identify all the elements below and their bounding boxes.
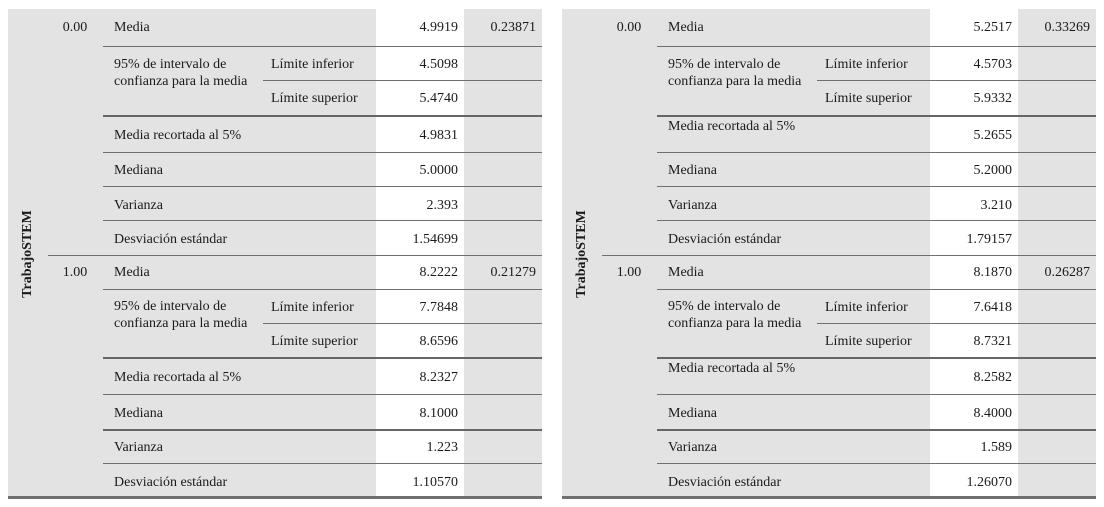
row-divider	[657, 220, 1096, 221]
descriptives-table-left	[8, 9, 542, 499]
row-variable-label: TrabajoSTEM	[574, 210, 589, 298]
row-divider	[657, 46, 1096, 47]
stat-std-error: 0.21279	[490, 265, 536, 280]
stat-value-mediana: 5.2000	[973, 163, 1012, 178]
row-divider	[817, 323, 1096, 324]
stat-value-trimmed-mean: 8.2582	[973, 370, 1012, 385]
stat-value-ci-upper: 8.6596	[419, 334, 458, 349]
row-divider	[657, 152, 1096, 153]
stat-value-varianza: 1.223	[426, 440, 458, 455]
stat-label-desviacion: Desviación estándar	[114, 232, 228, 247]
row-divider	[103, 152, 542, 153]
stat-label-desviacion: Desviación estándar	[668, 232, 782, 247]
row-divider	[103, 463, 542, 464]
row-divider	[657, 394, 1096, 395]
value-column-bg	[930, 9, 1018, 499]
stat-value-ci-upper: 8.7321	[973, 334, 1012, 349]
stat-value-media: 4.9919	[419, 20, 458, 35]
row-divider	[103, 357, 542, 359]
stat-value-varianza: 2.393	[426, 198, 458, 213]
stat-label-media: Media	[668, 20, 704, 35]
row-divider	[103, 186, 542, 187]
table-bottom-border	[8, 496, 542, 499]
group-level-label: 0.00	[616, 20, 642, 35]
stat-label-ci: 95% de intervalo de confianza para la media	[668, 299, 802, 331]
row-divider	[657, 115, 1096, 117]
row-divider	[103, 429, 542, 431]
stat-label-trimmed-mean: Media recortada al 5%	[668, 119, 796, 134]
stat-value-media: 8.2222	[419, 265, 458, 280]
stat-label-varianza: Varianza	[668, 198, 717, 213]
stat-label-mediana: Mediana	[668, 406, 717, 421]
row-divider	[657, 289, 1096, 290]
stat-value-mediana: 5.0000	[419, 163, 458, 178]
stat-label-ci: 95% de intervalo de confianza para la media	[668, 57, 802, 89]
row-divider	[817, 80, 1096, 81]
stat-value-ci-lower: 7.7848	[419, 300, 458, 315]
stat-label-ci-upper: Límite superior	[271, 334, 358, 349]
stat-value-trimmed-mean: 5.2655	[973, 128, 1012, 143]
stat-value-desviacion: 1.79157	[966, 232, 1012, 247]
stat-label-ci-upper: Límite superior	[825, 334, 912, 349]
row-divider	[657, 429, 1096, 431]
stat-label-ci-lower: Límite inferior	[825, 300, 908, 315]
stat-value-media: 5.2517	[973, 20, 1012, 35]
row-divider	[103, 46, 542, 47]
stat-value-mediana: 8.1000	[419, 406, 458, 421]
stat-value-ci-upper: 5.9332	[973, 91, 1012, 106]
stat-value-desviacion: 1.10570	[412, 475, 458, 490]
stat-value-ci-lower: 4.5703	[973, 57, 1012, 72]
row-divider	[103, 115, 542, 117]
stat-label-desviacion: Desviación estándar	[668, 475, 782, 490]
stat-label-media: Media	[114, 20, 150, 35]
descriptives-table-right	[562, 9, 1096, 499]
row-divider	[263, 80, 542, 81]
stat-label-ci-lower: Límite inferior	[271, 300, 354, 315]
stat-std-error: 0.23871	[490, 20, 536, 35]
stat-label-media: Media	[114, 265, 150, 280]
stat-label-trimmed-mean: Media recortada al 5%	[668, 361, 796, 376]
stat-value-media: 8.1870	[973, 265, 1012, 280]
stat-label-mediana: Mediana	[114, 406, 163, 421]
row-divider	[657, 357, 1096, 359]
stat-value-ci-lower: 4.5098	[419, 57, 458, 72]
row-divider	[103, 289, 542, 290]
row-divider	[263, 323, 542, 324]
row-divider	[657, 186, 1096, 187]
stat-value-trimmed-mean: 8.2327	[419, 370, 458, 385]
stat-std-error: 0.33269	[1044, 20, 1090, 35]
group-level-label: 0.00	[62, 20, 88, 35]
stat-label-trimmed-mean: Media recortada al 5%	[114, 128, 242, 143]
value-column-bg	[376, 9, 464, 499]
stat-value-ci-lower: 7.6418	[973, 300, 1012, 315]
row-variable-label: TrabajoSTEM	[20, 210, 35, 298]
stat-label-varianza: Varianza	[668, 440, 717, 455]
group-level-label: 1.00	[62, 265, 88, 280]
stat-value-ci-upper: 5.4740	[419, 91, 458, 106]
stat-label-varianza: Varianza	[114, 440, 163, 455]
stat-value-mediana: 8.4000	[973, 406, 1012, 421]
stat-label-mediana: Mediana	[114, 163, 163, 178]
group-divider	[48, 255, 542, 256]
stat-label-mediana: Mediana	[668, 163, 717, 178]
row-divider	[103, 220, 542, 221]
stat-value-varianza: 3.210	[980, 198, 1012, 213]
stat-value-trimmed-mean: 4.9831	[419, 128, 458, 143]
row-divider	[657, 463, 1096, 464]
stat-label-media: Media	[668, 265, 704, 280]
stat-label-desviacion: Desviación estándar	[114, 475, 228, 490]
stat-value-desviacion: 1.26070	[966, 475, 1012, 490]
stat-value-desviacion: 1.54699	[412, 232, 458, 247]
row-divider	[103, 394, 542, 395]
stat-std-error: 0.26287	[1044, 265, 1090, 280]
stat-label-ci: 95% de intervalo de confianza para la media	[114, 57, 248, 89]
stat-label-ci: 95% de intervalo de confianza para la media	[114, 299, 248, 331]
stat-label-varianza: Varianza	[114, 198, 163, 213]
stat-label-ci-upper: Límite superior	[271, 91, 358, 106]
stat-label-ci-lower: Límite inferior	[825, 57, 908, 72]
group-divider	[602, 255, 1096, 256]
stat-label-ci-lower: Límite inferior	[271, 57, 354, 72]
stat-label-ci-upper: Límite superior	[825, 91, 912, 106]
stat-label-trimmed-mean: Media recortada al 5%	[114, 370, 242, 385]
stat-value-varianza: 1.589	[980, 440, 1012, 455]
group-level-label: 1.00	[616, 265, 642, 280]
table-bottom-border	[562, 496, 1096, 499]
